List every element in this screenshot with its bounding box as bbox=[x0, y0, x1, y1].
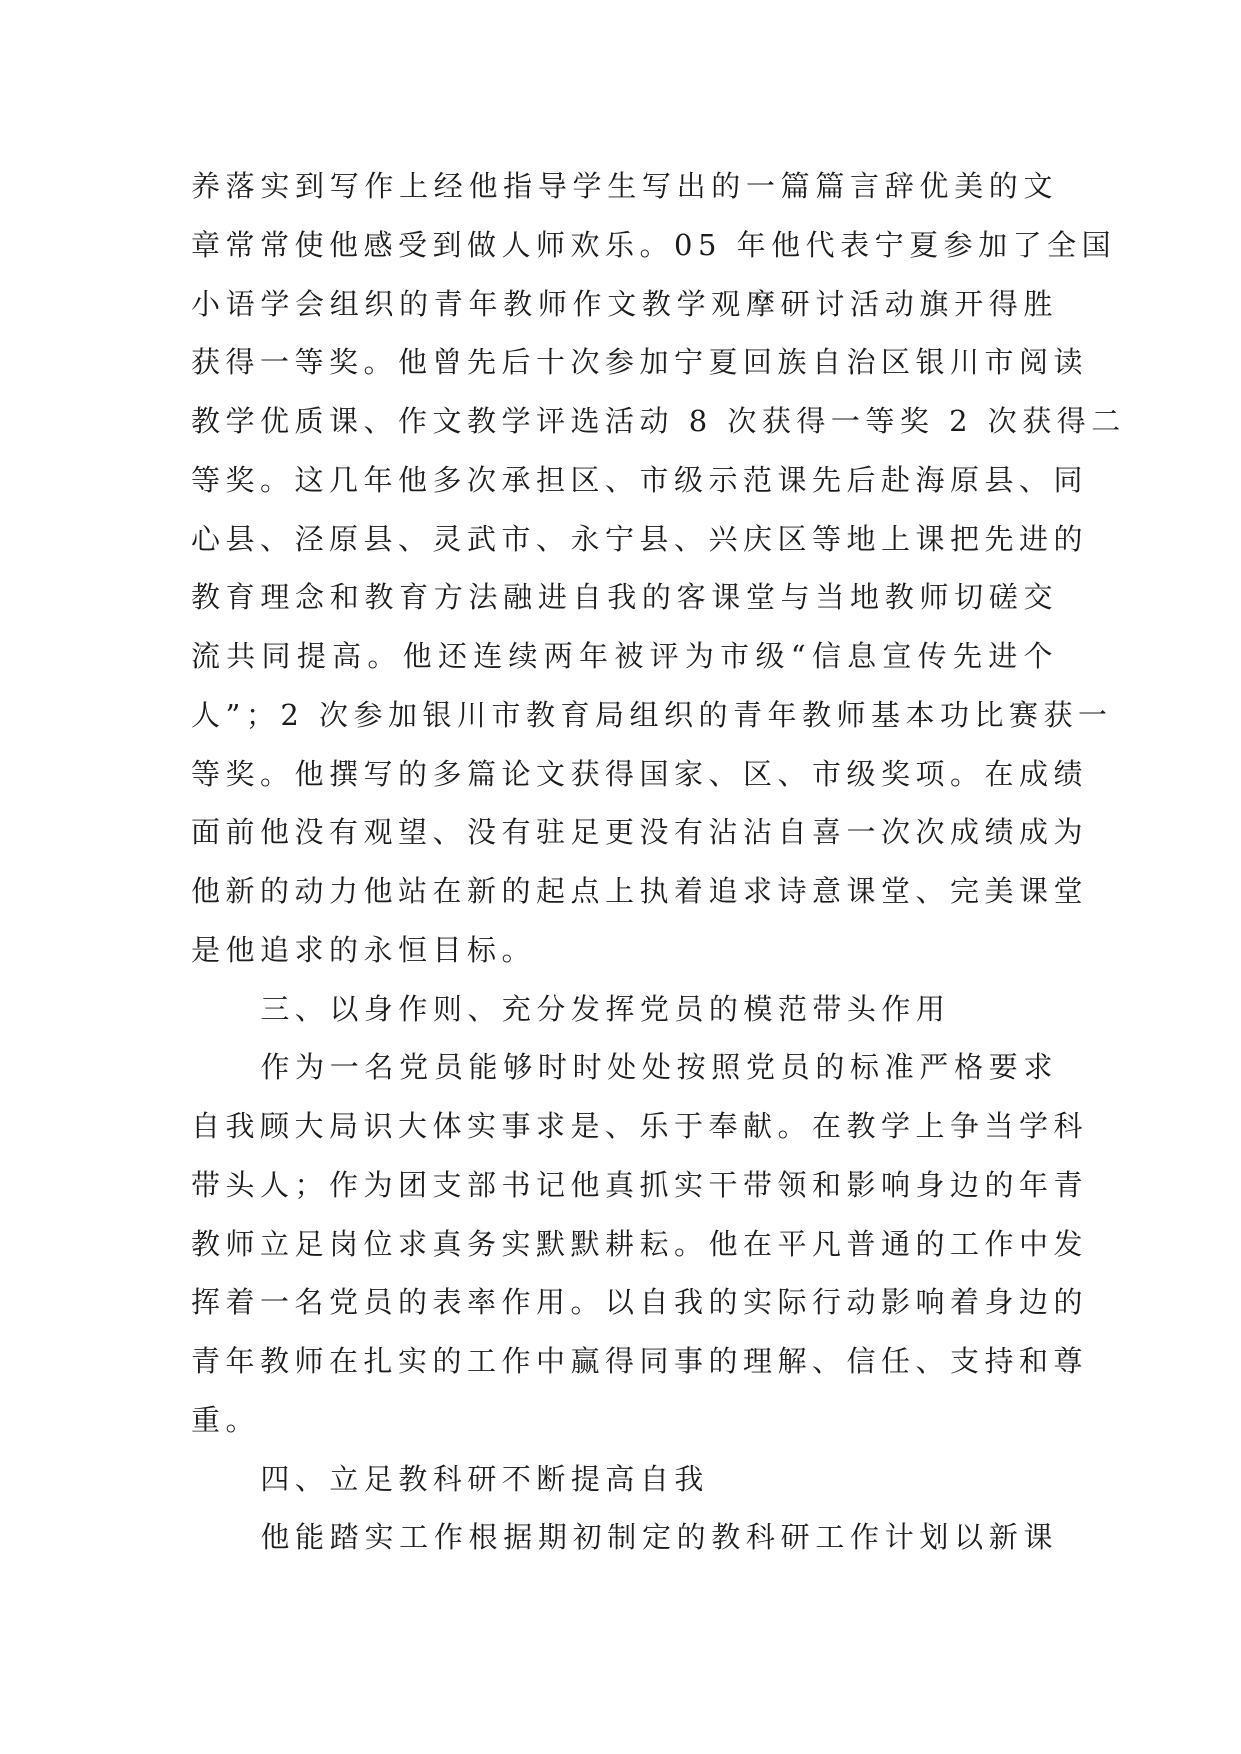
paragraph-achievements bbox=[191, 157, 1126, 980]
text-line: 章常常使他感受到做人师欢乐。05 年他代表宁夏参加了全国 bbox=[191, 227, 1117, 262]
text-line: 小语学会组织的青年教师作文教学观摩研讨活动旗开得胜 bbox=[191, 286, 1058, 321]
paragraph-research bbox=[191, 1508, 1058, 1567]
text-line: 教育理念和教育方法融进自我的客课堂与当地教师切磋交 bbox=[191, 580, 1058, 615]
text-line: 重。 bbox=[191, 1402, 261, 1437]
text-line: 教师立足岗位求真务实默默耕耘。他在平凡普通的工作中发 bbox=[191, 1226, 1089, 1261]
text-line: 是他追求的永恒目标。 bbox=[191, 932, 537, 967]
text-line: 教学优质课、作文教学评选活动 8 次获得一等奖 2 次获得二 bbox=[191, 404, 1126, 438]
text-line: 人”；2 次参加银川市教育局组织的青年教师基本功比赛获一 bbox=[191, 697, 1113, 732]
text-line: 获得一等奖。他曾先后十次参加宁夏回族自治区银川市阅读 bbox=[191, 345, 1089, 380]
text-line: 养落实到写作上经他指导学生写出的一篇篇言辞优美的文 bbox=[191, 169, 1058, 203]
text-line: 他能踏实工作根据期初制定的教科研工作计划以新课 bbox=[260, 1520, 1058, 1555]
text-line: 自我顾大局识大体实事求是、乐于奉献。在教学上争当学科 bbox=[191, 1109, 1089, 1143]
document-body bbox=[191, 157, 1126, 1567]
section-heading-text: 三、以身作则、充分发挥党员的模范带头作用 bbox=[260, 991, 951, 1026]
text-line: 他新的动力他站在新的起点上执着追求诗意课堂、完美课堂 bbox=[191, 874, 1089, 908]
text-line: 心县、泾原县、灵武市、永宁县、兴庆区等地上课把先进的 bbox=[191, 521, 1089, 556]
section-heading-3 bbox=[191, 980, 1058, 1039]
text-line: 青年教师在扎实的工作中赢得同事的理解、信任、支持和尊 bbox=[191, 1344, 1089, 1378]
section-heading-text: 四、立足教科研不断提高自我 bbox=[260, 1461, 709, 1496]
text-line: 作为一名党员能够时时处处按照党员的标准严格要求 bbox=[260, 1050, 1058, 1085]
section-heading-4 bbox=[191, 1450, 1058, 1509]
text-line: 挥着一名党员的表率作用。以自我的实际行动影响着身边的 bbox=[191, 1285, 1089, 1320]
text-line: 带头人；作为团支部书记他真抓实干带领和影响身边的年青 bbox=[191, 1167, 1089, 1202]
text-line: 等奖。他撰写的多篇论文获得国家、区、市级奖项。在成绩 bbox=[191, 756, 1089, 791]
text-line: 面前他没有观望、没有驻足更没有沾沾自喜一次次成绩成为 bbox=[191, 815, 1089, 850]
paragraph-party-member bbox=[191, 1038, 1089, 1449]
text-line: 等奖。这几年他多次承担区、市级示范课先后赴海原县、同 bbox=[191, 462, 1089, 497]
text-line: 流共同提高。他还连续两年被评为市级“信息宣传先进个 bbox=[191, 639, 1058, 673]
